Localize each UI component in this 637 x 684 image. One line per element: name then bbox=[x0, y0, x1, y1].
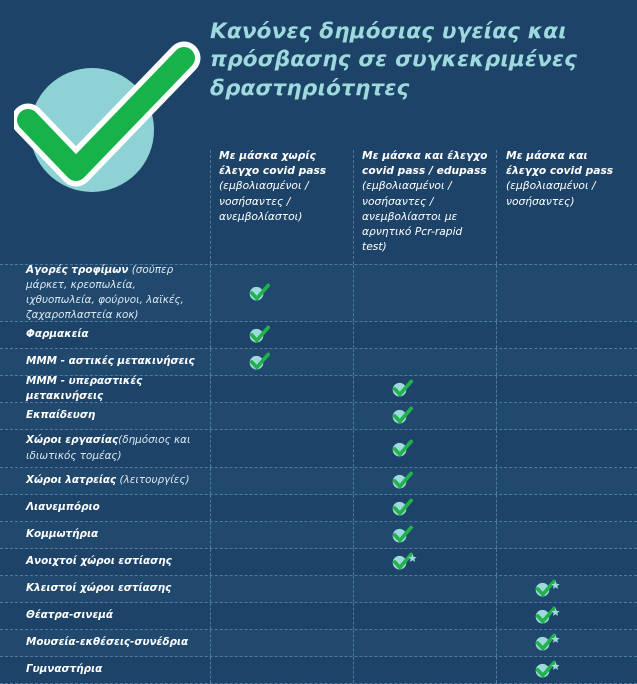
cell-col-mask-pass bbox=[496, 349, 637, 375]
cell-col-mask-pass-edupass bbox=[353, 630, 496, 656]
cell-col-mask-pass bbox=[496, 403, 637, 429]
row-label-strong: Αγορές τροφίμων bbox=[26, 263, 129, 276]
row-label-strong: Γυμναστήρια bbox=[26, 663, 103, 676]
check-asterisk-icon bbox=[535, 577, 561, 601]
cell-col-mask-pass-edupass bbox=[353, 430, 496, 467]
cell-col-mask-pass bbox=[496, 657, 637, 683]
cell-col-mask-no-pass bbox=[210, 430, 353, 467]
cell-col-mask-no-pass bbox=[210, 495, 353, 521]
column-header-strong: Με μάσκα και έλεγχο covid pass / edupass bbox=[362, 149, 488, 178]
cell-col-mask-pass-edupass bbox=[353, 495, 496, 521]
table-row bbox=[0, 430, 637, 468]
cell-col-mask-no-pass bbox=[210, 265, 353, 321]
column-header-mask-no-pass bbox=[219, 148, 345, 224]
table-row bbox=[0, 549, 637, 576]
column-header-light: (εμβολιασμένοι / νοσήσαντες / ανεμβολίαστοι με αρνητικό Pcr-rapid test) bbox=[362, 179, 463, 254]
cell-col-mask-pass-edupass bbox=[353, 522, 496, 548]
cell-col-mask-pass-edupass bbox=[353, 376, 496, 402]
table-row bbox=[0, 322, 637, 349]
cell-col-mask-no-pass bbox=[210, 603, 353, 629]
cell-col-mask-pass-edupass bbox=[353, 265, 496, 321]
row-label-strong: Λιανεμπόριο bbox=[26, 501, 100, 514]
row-label bbox=[0, 263, 210, 323]
cell-col-mask-pass bbox=[496, 603, 637, 629]
row-label-light: (σούπερ μάρκετ, κρεοπωλεία, ιχθυοπωλεία, φούρνοι, λαϊκές, ζαχαροπλαστεία κοκ) bbox=[26, 263, 184, 322]
check-icon bbox=[392, 496, 418, 520]
cell-col-mask-pass bbox=[496, 376, 637, 402]
table-row bbox=[0, 603, 637, 630]
table-row bbox=[0, 657, 637, 684]
cell-col-mask-pass-edupass bbox=[353, 657, 496, 683]
table-row bbox=[0, 376, 637, 403]
row-label-strong: Μουσεία-εκθέσεις-συνέδρια bbox=[26, 636, 189, 649]
cell-col-mask-pass-edupass bbox=[353, 349, 496, 375]
cell-col-mask-pass-edupass bbox=[353, 403, 496, 429]
row-label-strong: ΜΜΜ - υπεραστικές μετακινήσεις bbox=[26, 374, 143, 402]
row-label-strong: Θέατρα-σινεμά bbox=[26, 609, 114, 622]
table-row bbox=[0, 576, 637, 603]
row-label-strong: ΜΜΜ - αστικές μετακινήσεις bbox=[26, 355, 195, 368]
column-header-mask-pass-edupass bbox=[362, 148, 488, 254]
check-icon bbox=[392, 523, 418, 547]
row-label bbox=[0, 500, 210, 515]
rules-table bbox=[0, 264, 637, 684]
cell-col-mask-no-pass bbox=[210, 349, 353, 375]
cell-col-mask-no-pass bbox=[210, 522, 353, 548]
cell-col-mask-no-pass bbox=[210, 376, 353, 402]
table-row bbox=[0, 264, 637, 322]
row-label-strong: Χώροι εργασίας bbox=[26, 434, 119, 447]
cell-col-mask-pass bbox=[496, 630, 637, 656]
cell-col-mask-pass bbox=[496, 495, 637, 521]
cell-col-mask-pass-edupass bbox=[353, 603, 496, 629]
cell-col-mask-pass bbox=[496, 549, 637, 575]
row-label-strong: Ανοιχτοί χώροι εστίασης bbox=[26, 555, 172, 568]
row-label bbox=[0, 374, 210, 404]
check-icon bbox=[392, 469, 418, 493]
cell-col-mask-no-pass bbox=[210, 322, 353, 348]
cell-col-mask-no-pass bbox=[210, 549, 353, 575]
cell-col-mask-pass bbox=[496, 576, 637, 602]
infographic-header bbox=[0, 0, 637, 254]
cell-col-mask-no-pass bbox=[210, 630, 353, 656]
column-headers bbox=[0, 148, 637, 253]
column-header-light: (εμβολιασμένοι /νοσήσαντες) bbox=[506, 179, 596, 208]
check-asterisk-icon bbox=[535, 631, 561, 655]
cell-col-mask-pass-edupass bbox=[353, 576, 496, 602]
table-row bbox=[0, 403, 637, 430]
cell-col-mask-pass-edupass bbox=[353, 322, 496, 348]
check-asterisk-icon bbox=[392, 550, 418, 574]
column-header-strong: Με μάσκα και έλεγχο covid pass bbox=[506, 149, 614, 178]
row-label-strong: Κλειστοί χώροι εστίασης bbox=[26, 582, 172, 595]
check-icon bbox=[249, 350, 275, 374]
row-label-light: (δημόσιος και ιδιωτικός τομέας) bbox=[26, 434, 191, 462]
column-divider-1 bbox=[210, 150, 211, 264]
row-label bbox=[0, 527, 210, 542]
check-icon bbox=[392, 404, 418, 428]
row-label-strong: Εκπαίδευση bbox=[26, 409, 96, 422]
page-title: Κανόνες δημόσιας υγείας και πρόσβασης σε συγκεκριμένες δραστηριότητες bbox=[210, 19, 578, 101]
cell-col-mask-pass-edupass bbox=[353, 549, 496, 575]
row-label bbox=[0, 354, 210, 369]
row-label-strong: Χώροι λατρείας bbox=[26, 474, 117, 487]
table-row bbox=[0, 522, 637, 549]
check-asterisk-icon bbox=[535, 658, 561, 682]
table-row bbox=[0, 349, 637, 376]
cell-col-mask-pass bbox=[496, 522, 637, 548]
row-label-strong: Φαρμακεία bbox=[26, 328, 89, 341]
row-label bbox=[0, 635, 210, 650]
table-row bbox=[0, 630, 637, 657]
row-label bbox=[0, 473, 210, 488]
check-icon bbox=[392, 377, 418, 401]
check-asterisk-icon bbox=[535, 604, 561, 628]
cell-col-mask-pass-edupass bbox=[353, 468, 496, 494]
cell-col-mask-pass bbox=[496, 468, 637, 494]
check-icon bbox=[249, 281, 275, 305]
column-header-mask-pass bbox=[506, 148, 630, 209]
row-label bbox=[0, 662, 210, 677]
row-label-light: (λειτουργίες) bbox=[116, 474, 190, 487]
row-label bbox=[0, 327, 210, 342]
column-header-strong: Με μάσκα χωρίς έλεγχο covid pass bbox=[219, 149, 327, 178]
column-divider-3 bbox=[496, 150, 497, 264]
cell-col-mask-pass bbox=[496, 322, 637, 348]
row-label-strong: Κομμωτήρια bbox=[26, 528, 99, 541]
row-label bbox=[0, 554, 210, 569]
cell-col-mask-pass bbox=[496, 265, 637, 321]
row-label bbox=[0, 581, 210, 596]
cell-col-mask-no-pass bbox=[210, 576, 353, 602]
cell-col-mask-no-pass bbox=[210, 468, 353, 494]
table-row bbox=[0, 468, 637, 495]
table-row bbox=[0, 495, 637, 522]
row-label bbox=[0, 608, 210, 623]
cell-col-mask-no-pass bbox=[210, 403, 353, 429]
row-label bbox=[0, 433, 210, 463]
check-icon bbox=[249, 323, 275, 347]
check-icon bbox=[392, 437, 418, 461]
row-label bbox=[0, 408, 210, 423]
column-divider-2 bbox=[353, 150, 354, 264]
cell-col-mask-no-pass bbox=[210, 657, 353, 683]
column-header-light: (εμβολιασμένοι / νοσήσαντες / ανεμβολίαστοι) bbox=[219, 179, 309, 223]
cell-col-mask-pass bbox=[496, 430, 637, 467]
